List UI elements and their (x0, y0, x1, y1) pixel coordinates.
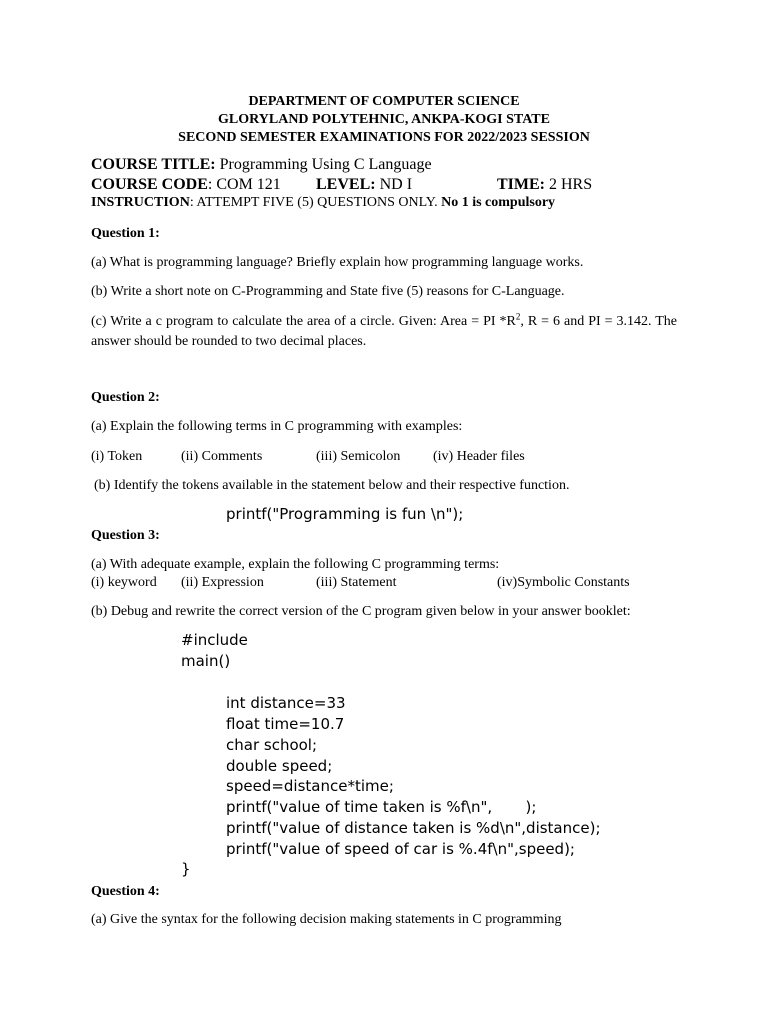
code-line-distance: int distance=33 (226, 694, 346, 712)
header-department: DEPARTMENT OF COMPUTER SCIENCE (248, 94, 520, 109)
course-code-value: : COM 121 (207, 176, 281, 193)
code-line-time: float time=10.7 (226, 715, 345, 733)
course-time-label: TIME: (497, 176, 545, 193)
question-1c-part1: (c) Write a c program to calculate the area of a circle. Given: Area = PI *R (91, 314, 516, 329)
course-level-value: ND I (375, 176, 413, 193)
question-4-title: Question 4: (91, 884, 160, 899)
question-3b: (b) Debug and rewrite the correct version of the C program given below in your answer booklet: (91, 604, 631, 619)
question-3-term-3: (iii) Statement (316, 575, 397, 590)
question-2b: (b) Identify the tokens available in the statement below and their respective function. (94, 478, 570, 493)
question-2-code: printf("Programming is fun \n"); (226, 505, 464, 523)
code-line-printf-speed: printf("value of speed of car is %.4f\n",speed); (226, 840, 575, 858)
question-3-term-2: (ii) Expression (181, 575, 264, 590)
course-title (91, 156, 432, 174)
question-2-term-4: (iv) Header files (433, 449, 525, 464)
instruction-value: : ATTEMPT FIVE (5) QUESTIONS ONLY. (189, 195, 442, 210)
question-2-term-3: (iii) Semicolon (316, 449, 401, 464)
question-2-title: Question 2: (91, 390, 160, 405)
course-code-label: COURSE CODE (91, 176, 208, 193)
question-2-term-1: (i) Token (91, 449, 143, 464)
header-exam-session: SECOND SEMESTER EXAMINATIONS FOR 2022/2023 SESSION (178, 130, 590, 145)
instruction-label: INSTRUCTION (91, 195, 190, 210)
code-line-speed-decl: double speed; (226, 757, 333, 775)
instruction-compulsory: No 1 is compulsory (441, 195, 556, 210)
question-3-term-1: (i) keyword (91, 575, 157, 590)
question-3-term-4: (iv)Symbolic Constants (497, 575, 630, 590)
question-1c-superscript: 2 (515, 311, 521, 322)
code-line-speed-calc: speed=distance*time; (226, 777, 394, 795)
code-line-printf-distance: printf("value of distance taken is %d\n",distance); (226, 819, 601, 837)
course-title-value: Programming Using C Language (215, 156, 432, 173)
code-line-school: char school; (226, 736, 318, 754)
course-level-label: LEVEL: (316, 176, 376, 193)
course-title-label: COURSE TITLE: (91, 156, 216, 173)
question-3a: (a) With adequate example, explain the following C programming terms: (91, 557, 500, 572)
question-3-title: Question 3: (91, 528, 160, 543)
question-1b: (b) Write a short note on C-Programming and State five (5) reasons for C-Language. (91, 284, 565, 299)
question-1c-part2: , R = 6 and PI = 3.142. The answer should be rounded to two decimal places. (91, 314, 677, 349)
course-level (316, 176, 412, 194)
instruction (91, 195, 555, 211)
header-institution: GLORYLAND POLYTEHNIC, ANKPA-KOGI STATE (218, 112, 550, 127)
question-2a: (a) Explain the following terms in C programming with examples: (91, 419, 463, 434)
question-4a: (a) Give the syntax for the following decision making statements in C programming (91, 912, 562, 927)
course-time (497, 176, 592, 194)
code-include: #include (181, 631, 248, 649)
question-1c (91, 312, 677, 352)
question-1a: (a) What is programming language? Briefly explain how programming language works. (91, 255, 584, 270)
question-1-title: Question 1: (91, 226, 160, 241)
question-2-term-2: (ii) Comments (181, 449, 263, 464)
code-close-brace: } (181, 860, 191, 878)
code-main: main() (181, 652, 231, 670)
course-code (91, 176, 281, 194)
code-line-printf-time: printf("value of time taken is %f\n", ); (226, 798, 537, 816)
course-time-value: 2 HRS (545, 176, 593, 193)
